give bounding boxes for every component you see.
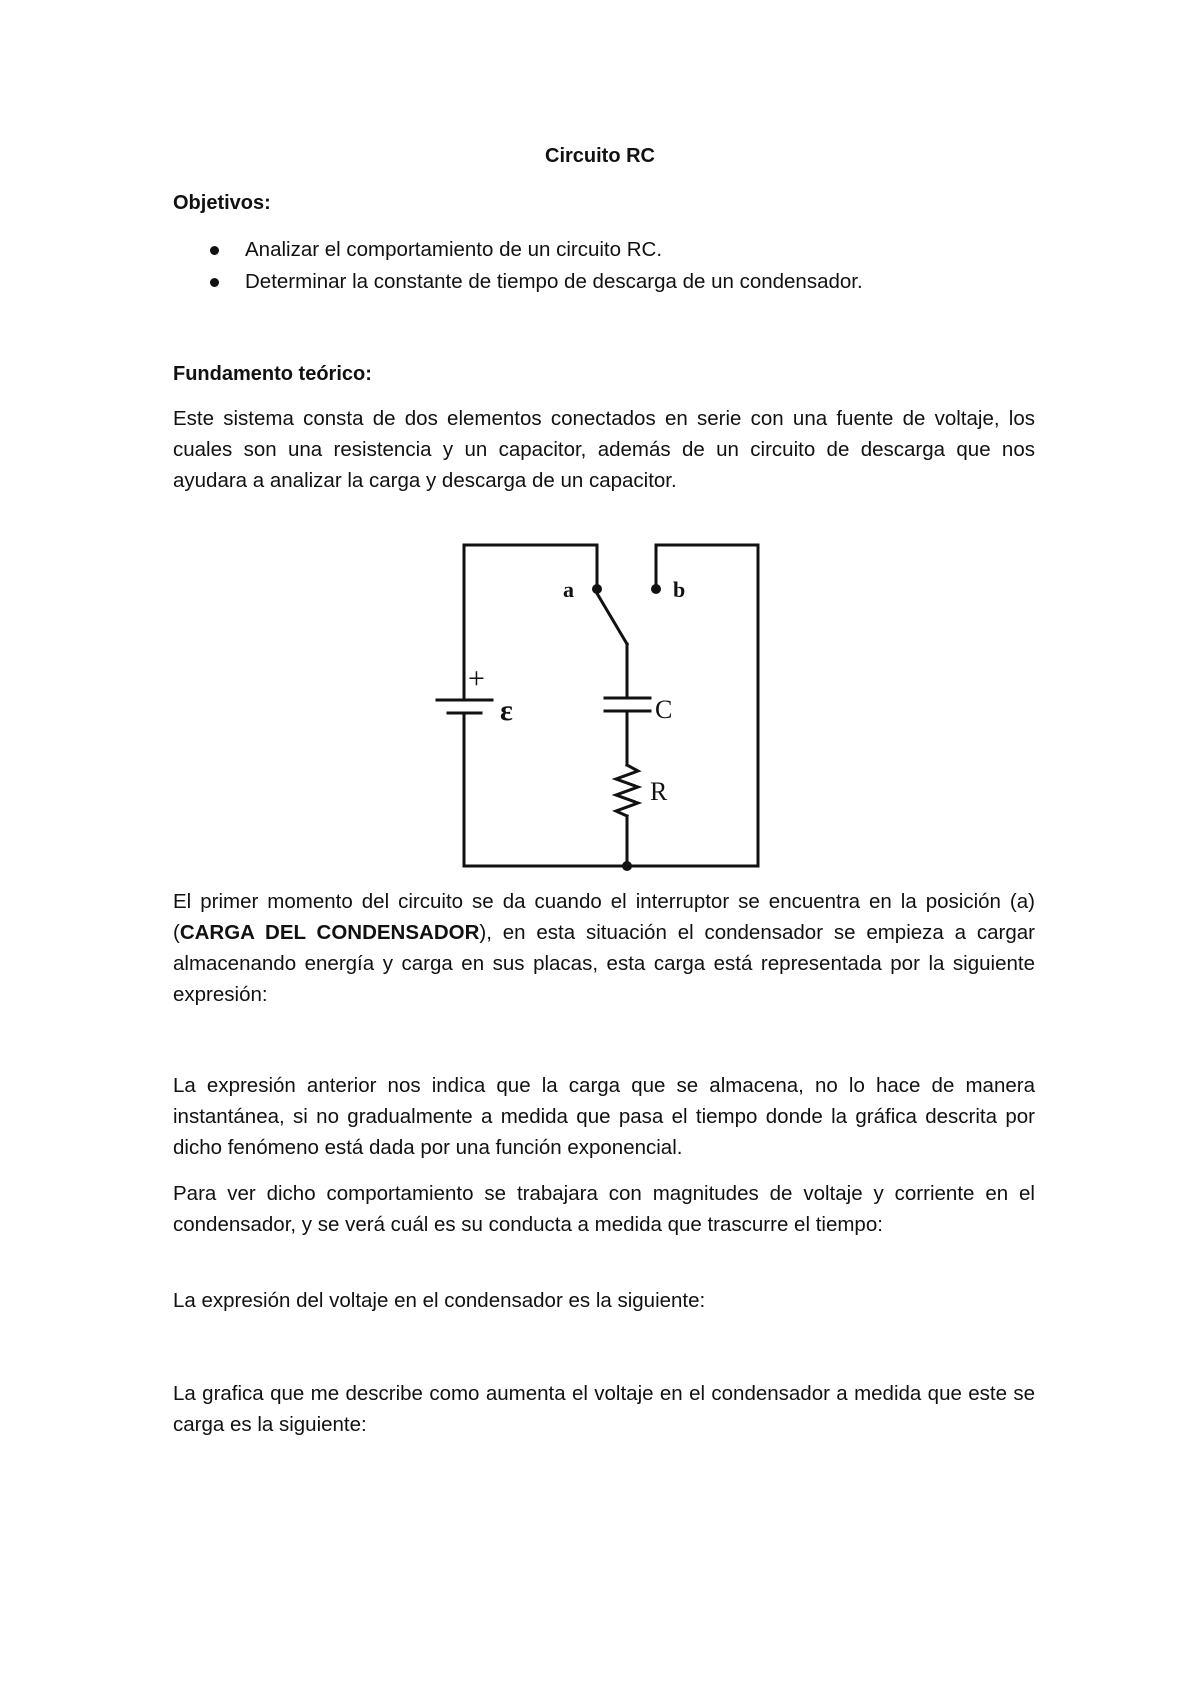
theory-heading: Fundamento teórico: <box>173 363 372 385</box>
paragraph-exponential: La expresión anterior nos indica que la carga que se almacena, no lo hace de manera instantánea, si no gradualmente a medida que pasa el tiempo donde la gráfica descrita por dicho fenómeno está dada por una función exponencial. <box>173 1074 1035 1159</box>
terminal-a <box>592 584 602 594</box>
label-emf: ε <box>500 694 513 727</box>
theory-intro: Este sistema consta de dos elementos conectados en serie con una fuente de voltaje, los cuales son una resistencia y un capacitor, además de un circuito de descarga que nos ayudara a analizar la carga y descarga de un capacitor. <box>173 407 1035 492</box>
label-plus: + <box>468 662 485 695</box>
paragraph-voltage-expression: La expresión del voltaje en el condensador es la siguiente: <box>173 1289 706 1312</box>
paragraph-behavior: Para ver dicho comportamiento se trabajara con magnitudes de voltaje y corriente en el condensador, y se verá cuál es su conducta a medida que trascurre el tiempo: <box>173 1182 1035 1236</box>
label-a: a <box>563 577 574 602</box>
junction-node <box>622 861 632 871</box>
resistor-zigzag <box>616 765 638 816</box>
objective-text: Determinar la constante de tiempo de descarga de un condensador. <box>245 270 863 293</box>
p1-bold-text: CARGA DEL CONDENSADOR <box>179 921 480 944</box>
p1-text-before: El primer momento del circuito se da cuando el interruptor se encuentra en la posición (a) ( <box>173 890 1035 944</box>
paragraph-charging <box>173 886 1035 1010</box>
label-b: b <box>673 577 686 602</box>
label-r: R <box>650 777 668 806</box>
page-title: Circuito RC <box>545 145 655 167</box>
switch-arm <box>595 590 627 644</box>
paragraph-voltage-graph: La grafica que me describe como aumenta el voltaje en el condensador a medida que este se carga es la siguiente: <box>173 1382 1035 1436</box>
label-c: C <box>655 695 673 724</box>
objective-text: Analizar el comportamiento de un circuito RC. <box>245 238 663 261</box>
objectives-heading: Objetivos: <box>173 192 271 214</box>
terminal-b <box>651 584 661 594</box>
p1-text-after: ), en esta situación el condensador se empieza a cargar almacenando energía y carga en sus placas, esta carga está representada por la siguiente expresión: <box>173 921 1035 1006</box>
